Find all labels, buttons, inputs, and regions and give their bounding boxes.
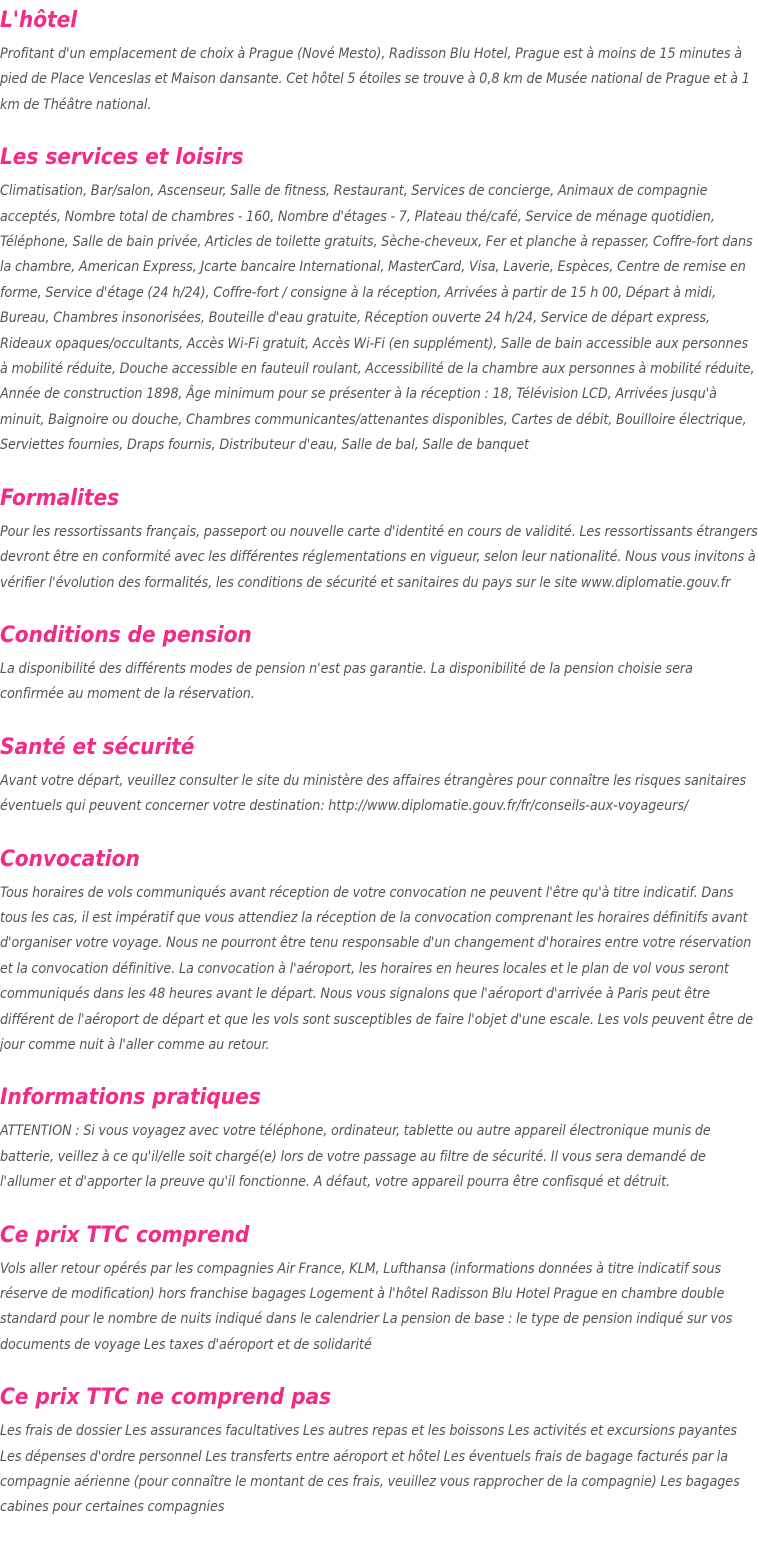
section-body-prix-comprend: Vols aller retour opérés par les compagnies Air France, KLM, Lufthansa (informations données à titre indicatif sous réserve de modification) hors franchise bagages Logement à l'hôtel Radisson Blu Hotel Prague en chambre double standard pour le nombre de nuits indiqué dans le calendrier La pension de base : le type de pension indiqué sur vos documents de voyage Les taxes d'aéroport et de solidarité [0,1260,733,1353]
section-convocation [0,846,758,1059]
section-body-prix-ne-comprend-pas: Les frais de dossier Les assurances facultatives Les autres repas et les boissons Les activités et excursions payantes Les dépenses d'ordre personnel Les transferts entre aéroport et hôtel Les éventuels frais de bagage facturés par la compagnie aérienne (pour connaître le montant de ces frais, veuillez vous rapprocher de la compagnie) Les bagages cabines pour certaines compagnies [0,1423,740,1516]
section-title-hotel: L'hôtel [0,7,78,33]
top-spacer [0,0,758,7]
section-prix-ne-comprend-pas [0,1384,758,1521]
section-title-formalites: Formalites [0,484,120,511]
section-title-services-loisirs: Les services et loisirs [0,144,244,171]
section-title-sante-securite: Santé et sécurité [0,733,195,760]
section-title-prix-ne-comprend-pas: Ce prix TTC ne comprend pas [0,1384,332,1411]
section-services-loisirs [0,144,758,458]
section-body-services-loisirs: Climatisation, Bar/salon, Ascenseur, Salle de fitness, Restaurant, Services de concierge, Animaux de compagnie acceptés, Nombre total de chambres - 160, Nombre d'étages - 7, Plateau thé/café, Service de ménage quotidien, Téléphone, Salle de bain privée, Articles de toilette gratuits, Sèche-cheveux, Fer et planche à repasser, Coffre-fort dans la chambre, American Express, Jcarte bancaire International, MasterCard, Visa, Laverie, Espèces, Centre de remise en forme, Service d'étage (24 h/24), Coffre-fort / consigne à la réception, Arrivées à partir de 15 h 00, Départ à midi, Bureau, Chambres insonorisées, Bouteille d'eau gratuite, Réception ouverte 24 h/24, Service de départ express, Rideaux opaques/occultants, Accès Wi-Fi gratuit, Accès Wi-Fi (en supplément), Salle de bain accessible aux personnes à mobilité réduite, Douche accessible en fauteuil roulant, Accessibilité de la chambre aux personnes à mobilité réduite, Année de construction 1898, Âge minimum pour se présenter à la réception : 18, Télévision LCD, Arrivées jusqu'à minuit, Baignoire ou douche, Chambres communicantes/attenantes disponibles, Cartes de débit, Bouilloire électrique, Serviettes fournies, Draps fournis, Distributeur d'eau, Salle de bal, Salle de banquet [0,183,755,454]
section-sante-securite [0,734,758,820]
section-title-conditions-pension: Conditions de pension [0,621,252,648]
section-informations-pratiques [0,1084,758,1195]
section-formalites [0,485,758,596]
section-body-formalites: Pour les ressortissants français, passeport ou nouvelle carte d'identité en cours de validité. Les ressortissants étrangers devront être en conformité avec les différentes réglementations en vigueur, selon leur nationalité. Nous vous invitons à vérifier l'évolution des formalités, les conditions de sécurité et sanitaires du pays sur le site www.diplomatie.gouv.fr [0,523,758,591]
section-prix-comprend [0,1222,758,1359]
section-title-informations-pratiques: Informations pratiques [0,1084,261,1111]
section-body-convocation: Tous horaires de vols communiqués avant réception de votre convocation ne peuvent l'être qu'à titre indicatif. Dans tous les cas, il est impératif que vous attendiez la réception de la convocation comprenant les horaires définitifs avant d'organiser votre voyage. Nous ne pourront être tenu responsable d'un changement d'horaires entre votre réservation et la convocation définitive. La convocation à l'aéroport, les horaires en heures locales et le plan de vol vous seront communiqués dans les 48 heures avant le départ. Nous vous signalons que l'aéroport d'arrivée à Paris peut être différent de l'aéroport de départ et que les vols sont susceptibles de faire l'objet d'une escale. Les vols peuvent être de jour comme nuit à l'aller comme au retour. [0,884,754,1053]
section-title-convocation: Convocation [0,845,140,872]
section-title-prix-comprend: Ce prix TTC comprend [0,1221,250,1248]
section-hotel [0,7,758,118]
section-conditions-pension [0,622,758,708]
section-body-hotel: Profitant d'un emplacement de choix à Prague (Nové Mesto), Radisson Blu Hotel, Prague est à moins de 15 minutes à pied de Place Venceslas et Maison dansante. Cet hôtel 5 étoiles se trouve à 0,8 km de Musée national de Prague et à 1 km de Théâtre national. [0,46,750,113]
section-body-conditions-pension: La disponibilité des différents modes de pension n'est pas garantie. La disponibilité de la pension choisie sera confirmée au moment de la réservation. [0,660,693,703]
section-body-informations-pratiques: ATTENTION : Si vous voyagez avec votre téléphone, ordinateur, tablette ou autre appareil électronique munis de batterie, veillez à ce qu'il/elle soit chargé(e) lors de votre passage au filtre de sécurité. Il vous sera demandé de l'allumer et d'apporter la preuve qu'il fonctionne. A défaut, votre appareil pourra être confisqué et détruit. [0,1123,711,1191]
section-body-sante-securite: Avant votre départ, veuillez consulter le site du ministère des affaires étrangères pour connaître les risques sanitaires éventuels qui peuvent concerner votre destination: http://www.diplomatie.gouv.fr/fr/conseils-aux-voyageurs/ [0,772,747,815]
